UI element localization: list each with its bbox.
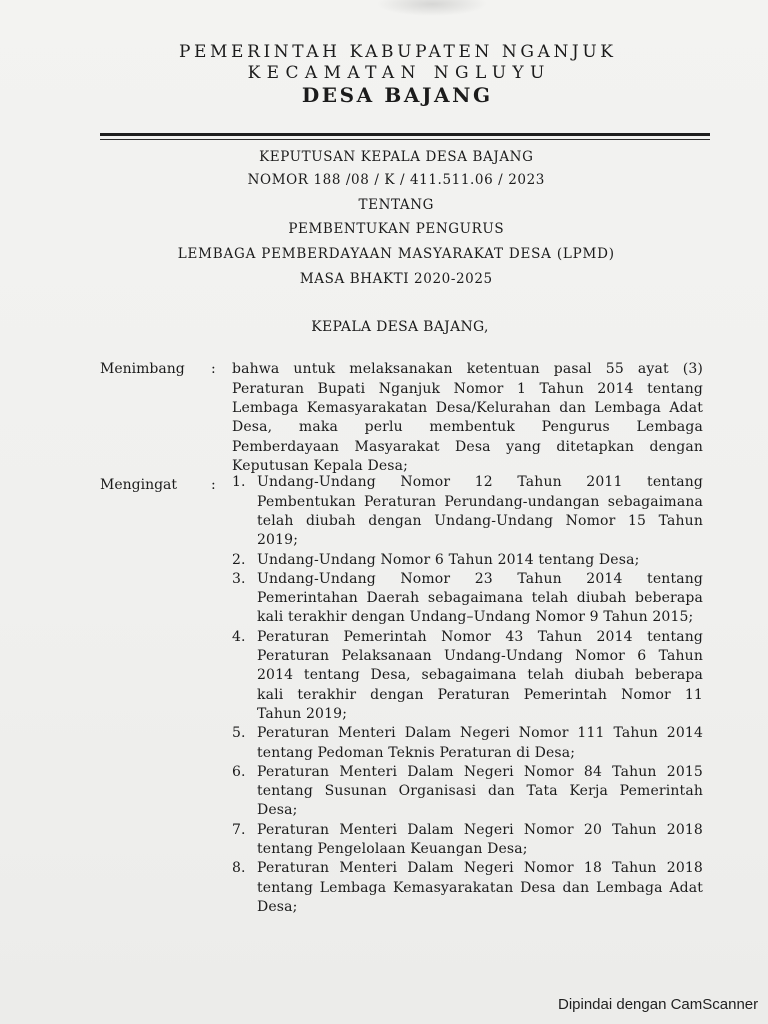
list-item bbox=[232, 570, 703, 628]
text-line: kali terakhir dengan Peraturan Pemerintah Nomor 11 bbox=[257, 686, 703, 703]
decree-subject-line: PEMBENTUKAN PENGURUS bbox=[288, 221, 505, 237]
text-line: Undang-Undang Nomor 12 Tahun 2011 tentang bbox=[257, 474, 703, 491]
decree-subject-line: LEMBAGA PEMBERDAYAAN MASYARAKAT DESA (LPMD) bbox=[177, 246, 615, 262]
list-item-text bbox=[257, 473, 703, 550]
list-item-number: 5. bbox=[232, 725, 246, 742]
decree-about-label: TENTANG bbox=[358, 197, 435, 213]
list-item-text bbox=[257, 570, 703, 628]
list-item-text bbox=[257, 763, 703, 821]
text-line: Pembentukan Peraturan Perundang-undangan sebagaimana bbox=[257, 493, 703, 510]
text-line: tentang Lembaga Kemasyarakatan Desa dan Lembaga Adat bbox=[257, 879, 703, 896]
list-item-text bbox=[257, 859, 703, 917]
text-line: kali terakhir dengan Undang–Undang Nomor 9 Tahun 2015; bbox=[257, 609, 694, 626]
header-district: KECAMATAN NGLUYU bbox=[247, 63, 551, 83]
list-item-text bbox=[257, 821, 703, 860]
text-line: Peraturan Menteri Dalam Negeri Nomor 20 Tahun 2018 bbox=[257, 821, 703, 838]
menimbang-text bbox=[232, 360, 703, 476]
list-item-number: 6. bbox=[232, 763, 246, 780]
text-line: bahwa untuk melaksanakan ketentuan pasal 55 ayat (3) bbox=[232, 361, 703, 378]
letterhead-rule-thick bbox=[100, 133, 710, 136]
mengingat-list bbox=[232, 473, 703, 917]
menimbang-colon: : bbox=[211, 361, 216, 378]
text-line: Desa; bbox=[257, 802, 298, 819]
text-line: Keputusan Kepala Desa; bbox=[232, 457, 408, 474]
list-item-text bbox=[257, 724, 703, 763]
list-item-number: 2. bbox=[232, 551, 246, 568]
decree-number: NOMOR 188 /08 / K / 411.511.06 / 2023 bbox=[247, 172, 545, 188]
text-line: tentang Pengelolaan Keuangan Desa; bbox=[257, 841, 528, 858]
text-line: tentang Pedoman Teknis Peraturan di Desa; bbox=[257, 744, 576, 761]
decree-issuer: KEPALA DESA BAJANG, bbox=[311, 319, 489, 335]
text-line: Desa, maka perlu membentuk Pengurus Lembaga bbox=[232, 419, 703, 436]
camscanner-watermark: Dipindai dengan CamScanner bbox=[558, 996, 759, 1013]
list-item-number: 7. bbox=[232, 821, 246, 838]
mengingat-label: Mengingat bbox=[100, 477, 178, 493]
list-item-text bbox=[257, 628, 703, 724]
text-line: Undang-Undang Nomor 23 Tahun 2014 tentang bbox=[257, 570, 703, 587]
menimbang-label: Menimbang bbox=[100, 361, 185, 378]
mengingat-colon: : bbox=[211, 477, 216, 493]
list-item bbox=[232, 473, 703, 550]
text-line: Desa; bbox=[257, 898, 298, 915]
list-item bbox=[232, 551, 703, 570]
text-line: Peraturan Menteri Dalam Negeri Nomor 111 Tahun 2014 bbox=[257, 725, 703, 742]
list-item-number: 3. bbox=[232, 570, 246, 587]
decree-term: MASA BHAKTI 2020-2025 bbox=[299, 271, 493, 287]
list-item bbox=[232, 763, 703, 821]
text-line: tentang Susunan Organisasi dan Tata Kerja Pemerintah bbox=[257, 783, 703, 800]
list-item bbox=[232, 628, 703, 724]
decree-title: KEPUTUSAN KEPALA DESA BAJANG bbox=[259, 149, 534, 165]
text-line: Tahun 2019; bbox=[257, 705, 348, 722]
header-village: DESA BAJANG bbox=[301, 83, 493, 107]
list-item-number: 1. bbox=[232, 474, 246, 491]
text-line: Peraturan Menteri Dalam Negeri Nomor 84 Tahun 2015 bbox=[257, 763, 703, 780]
text-line: Peraturan Menteri Dalam Negeri Nomor 18 Tahun 2018 bbox=[257, 860, 703, 877]
text-line: 2019; bbox=[257, 532, 299, 549]
list-item-number: 4. bbox=[232, 628, 246, 645]
header-regency: PEMERINTAH KABUPATEN NGANJUK bbox=[179, 42, 617, 62]
list-item bbox=[232, 821, 703, 860]
text-line: Peraturan Pemerintah Nomor 43 Tahun 2014 tentang bbox=[257, 628, 703, 645]
text-line: Pemberdayaan Masyarakat Desa yang ditetapkan dengan bbox=[232, 438, 703, 455]
text-line: 2014 tentang Desa, sebagaimana telah diubah beberapa bbox=[257, 667, 703, 684]
text-line: Undang-Undang Nomor 6 Tahun 2014 tentang Desa; bbox=[257, 551, 640, 568]
list-item-number: 8. bbox=[232, 860, 246, 877]
text-line: Peraturan Pelaksanaan Undang-Undang Nomor 6 Tahun bbox=[257, 648, 703, 665]
letterhead-rule-thin bbox=[100, 139, 710, 140]
text-line: telah diubah dengan Undang-Undang Nomor 15 Tahun bbox=[257, 512, 703, 529]
text-line: Peraturan Bupati Nganjuk Nomor 1 Tahun 2014 tentang bbox=[232, 380, 703, 397]
text-line: Lembaga Kemasyarakatan Desa/Kelurahan dan Lembaga Adat bbox=[232, 399, 703, 416]
list-item bbox=[232, 724, 703, 763]
list-item bbox=[232, 859, 703, 917]
text-line: Pemerintahan Daerah sebagaimana telah diubah beberapa bbox=[257, 590, 703, 607]
list-item-text bbox=[257, 551, 703, 570]
